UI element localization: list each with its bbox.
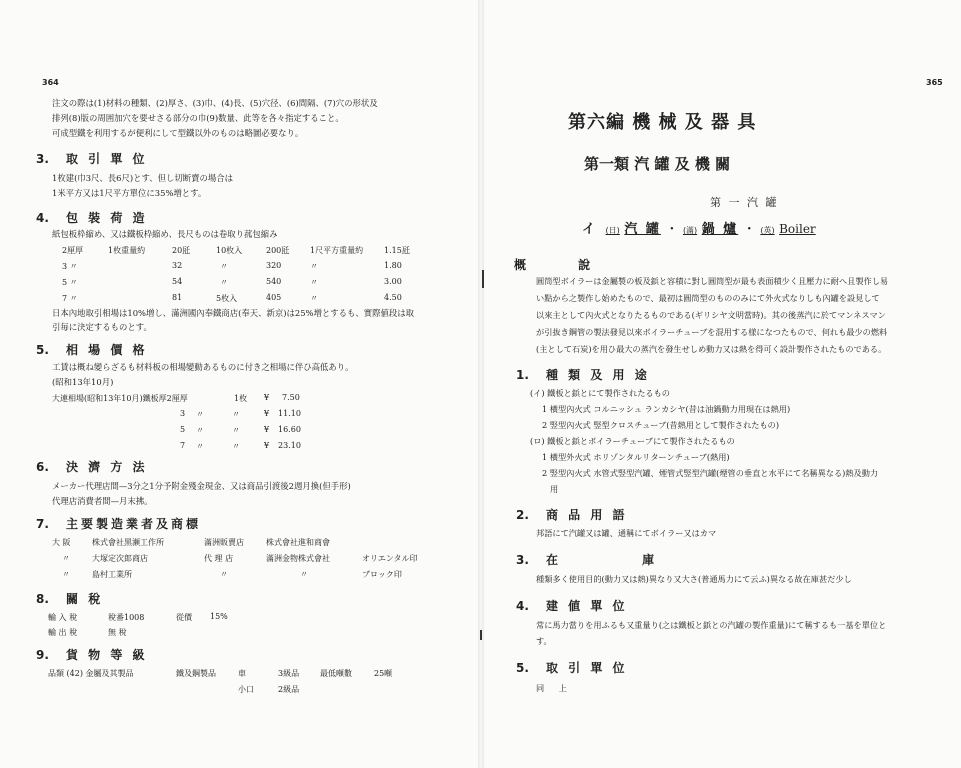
- table-cell: 品類 (42) 金屬及其製品: [48, 669, 134, 678]
- table-cell: 7.50: [282, 393, 300, 402]
- section-text: 1米平方又は1尺平方單位に35%増とす。: [52, 188, 207, 198]
- overview-line: (主として石炭)を用ひ最大の蒸汽を發生せしめ動力又は熱を得可く設計製作されたものである。: [536, 344, 887, 354]
- table-cell: 島村工業所: [92, 570, 132, 579]
- overview-line: 圓筒型ボイラーは金屬製の板及鋲と容積に對し圓筒型が最も表面積少く且壓力に耐へ且製作し易: [536, 276, 889, 286]
- table-cell: 32: [172, 261, 183, 270]
- section-heading-r3: 3. 在 庫: [516, 553, 695, 567]
- section-text: 種類多く使用目的(動力又は熱)異なり又大さ(普通馬力にて云ふ)異なる故在庫甚だ少し: [536, 574, 852, 584]
- table-cell: 車: [238, 669, 246, 678]
- section-text: 紙包板枠縮め、又は鐵板枠縮め、長尺ものは卷取り菰包縮み: [52, 229, 278, 239]
- section-heading-6: 6. 決 濟 方 法: [36, 460, 148, 474]
- table-cell: 3級品: [278, 669, 300, 678]
- table-cell: 〃: [62, 554, 70, 563]
- section-heading-9: 9. 貨 物 等 級: [36, 648, 148, 662]
- table-cell: 〃: [220, 262, 228, 271]
- table-cell: 81: [172, 293, 183, 302]
- section-note: 日本內地取引相場は10%増し、滿洲國內奉鐵商店(奉天、新京)は25%増とするも、實際値段は取: [52, 308, 415, 318]
- table-cell: 大塚定次郎商店: [92, 554, 148, 563]
- table-cell: 鐵及鋼製品: [176, 669, 216, 678]
- table-cell: オリエンタル印: [362, 554, 418, 563]
- table-cell: 7 〃: [62, 294, 78, 303]
- section-heading-5: 5. 相 場 價 格: [36, 343, 148, 357]
- section-heading-r4: 4. 建 値 單 位: [516, 599, 628, 613]
- section-text: 1枚建(巾3尺、長6尺)とす、但し切断賣の場合は: [52, 173, 233, 183]
- table-cell: 株式會社黑瀬工作所: [92, 538, 164, 547]
- table-cell: 〃: [310, 262, 318, 271]
- usage-line: 2 竪型內火式 水管式竪型汽罐、煙管式竪型汽罐(煙管の垂直と水平にて名稱異なる)熱及動力: [542, 468, 879, 478]
- subsection-title: 第 一 汽 罐: [710, 196, 779, 209]
- table-cell: 1尺平方重量約: [310, 246, 364, 255]
- table-cell: 從價: [176, 613, 192, 622]
- table-cell: 2厘厚: [62, 246, 84, 255]
- table-cell: 大 阪: [52, 538, 71, 547]
- table-cell: ¥: [264, 409, 270, 418]
- section-text: (昭和13年10月): [52, 377, 114, 387]
- term-cn: 鍋 爐: [701, 222, 739, 237]
- table-cell: ¥: [264, 441, 270, 450]
- table-cell: 大連相場(昭和13年10月)鐵板厚2厘厚: [52, 394, 188, 403]
- table-cell: 無 稅: [108, 628, 127, 637]
- usage-line: 2 竪型內火式 竪型クロスチューブ(昔熱用として製作されたもの): [542, 420, 780, 430]
- table-cell: 1.15瓩: [384, 246, 410, 255]
- table-cell: 16.60: [278, 425, 301, 434]
- overview-line: 以來主として內火式となりたるものである(ギリシヤ文明當時)。其の後蒸汽に於てマンネスマン: [536, 310, 886, 320]
- overview-heading: 概 說: [514, 258, 615, 272]
- section-heading-7: 7. 主要製造業者及商標: [36, 517, 202, 531]
- lang-tag-cn: (滿): [682, 226, 698, 235]
- table-cell: 輸 出 稅: [48, 628, 78, 637]
- left-page: [0, 0, 478, 768]
- section-text: メーカー代理店間—3分之1分予附金殘金現金、又は商品引渡後2週月換(但手形): [52, 481, 351, 491]
- section-heading-3: 3. 取 引 單 位: [36, 152, 148, 166]
- table-cell: 1枚: [234, 394, 248, 403]
- table-cell: 〃: [310, 278, 318, 287]
- table-cell: 15%: [210, 612, 228, 621]
- section-text: 邦語にて汽罐又は罐、通稱にてボイラー又はカマ: [536, 528, 717, 538]
- table-cell: 5: [180, 425, 186, 434]
- section-text: 代理店消費者間—月末拂。: [52, 496, 153, 506]
- usage-line: 1 橫型內火式 コルニッシュ ランカシヤ(昔は油鍋動力用現在は熱用): [542, 404, 791, 414]
- table-cell: 〃: [232, 442, 240, 451]
- table-cell: 〃: [300, 570, 308, 579]
- table-cell: 5 〃: [62, 278, 78, 287]
- item-number: イ: [582, 222, 596, 237]
- table-cell: 405: [266, 293, 282, 302]
- table-cell: 代 理 店: [204, 554, 234, 563]
- page-number: 364: [42, 78, 59, 87]
- table-cell: 3: [180, 409, 186, 418]
- part-title: 第六編 機 械 及 器 具: [568, 112, 757, 133]
- section-heading-8: 8. 關 稅: [36, 592, 104, 606]
- table-cell: ブロック印: [362, 570, 402, 579]
- table-cell: 〃: [232, 426, 240, 435]
- table-cell: 3.00: [384, 277, 402, 286]
- table-cell: 株式會社進和商會: [266, 538, 330, 547]
- table-cell: 滿洲販賣店: [204, 538, 244, 547]
- intro-line: 排列(8)版の周囲加穴を要せさる部分の巾(9)数量、此等を各々指定すること。: [52, 113, 344, 123]
- table-cell: 〃: [310, 294, 318, 303]
- table-cell: 2級品: [278, 685, 300, 694]
- section-text: す。: [536, 636, 552, 646]
- table-cell: 輸 入 稅: [48, 613, 78, 622]
- table-cell: ¥: [264, 393, 270, 402]
- table-cell: 〃: [196, 410, 204, 419]
- table-cell: 3 〃: [62, 262, 78, 271]
- table-cell: 5枚入: [216, 294, 238, 303]
- table-cell: 4.50: [384, 293, 402, 302]
- page-number: 365: [926, 78, 943, 87]
- section-text: 工賃は概ね變らざるも材料板の相場變動あるものに付き之相場に伴ひ高低あり。: [52, 362, 354, 372]
- separator: ・: [742, 222, 756, 237]
- table-cell: 320: [266, 261, 282, 270]
- table-cell: 200瓩: [266, 246, 290, 255]
- table-cell: 11.10: [278, 409, 301, 418]
- separator: ・: [665, 222, 679, 237]
- table-cell: ¥: [264, 425, 270, 434]
- table-cell: 最低噸數: [320, 669, 352, 678]
- table-cell: 23.10: [278, 441, 301, 450]
- section-text: 同 上: [536, 683, 573, 693]
- table-cell: 〃: [232, 410, 240, 419]
- table-cell: 54: [172, 277, 183, 286]
- lang-tag-en: (英): [760, 226, 775, 235]
- table-cell: 〃: [62, 570, 70, 579]
- table-cell: 540: [266, 277, 282, 286]
- intro-line: 可成型鐵を利用するが便利にして型鐵以外のものは略圖必要なり。: [52, 128, 304, 138]
- section-heading-r2: 2. 商 品 用 語: [516, 508, 628, 522]
- intro-line: 注文の際は(1)材料の種類、(2)厚さ、(3)巾、(4)長、(5)穴径、(6)間隔、(7)穴の形状及: [52, 98, 378, 108]
- overview-line: が引抜き鋼管の製法發見以來ボイラーチューブを混用する様になつたもので、何れも最少の燃料: [536, 327, 888, 337]
- table-cell: 〃: [220, 278, 228, 287]
- table-cell: 〃: [196, 426, 204, 435]
- table-cell: 〃: [196, 442, 204, 451]
- usage-line: (ロ) 鐵板と鋲とボイラーチューブにて製作されたるもの: [530, 436, 735, 446]
- right-page: [484, 0, 961, 768]
- term-jp: 汽 罐: [624, 222, 661, 237]
- section-text: 常に馬力當りを用ふるも又重量り(之は鐵板と鋲との汽罐の製作重量)にて稱するも一基を單位と: [536, 620, 887, 630]
- usage-line: 1 橫型外火式 ホリゾンタルリターンチューブ(熱用): [542, 452, 730, 462]
- table-cell: 7: [180, 441, 186, 450]
- scan-mark: [482, 270, 484, 288]
- item-title: [582, 218, 816, 237]
- section-heading-r5: 5. 取 引 單 位: [516, 661, 628, 675]
- table-cell: 〃: [220, 570, 228, 579]
- table-cell: 小口: [238, 685, 254, 694]
- usage-line: 用: [550, 484, 559, 494]
- table-cell: 稅番1008: [108, 613, 145, 622]
- overview-line: い點から之製作し始めたもので、最初は圓筒型のもののみにて外火式なりしも內罐を設見して: [536, 293, 880, 303]
- section-note: 引毎に決定するものとす。: [52, 322, 152, 332]
- section-heading-r1: 1. 種 類 及 用 途: [516, 368, 650, 382]
- table-cell: 20瓩: [172, 246, 191, 255]
- term-en: Boiler: [779, 222, 816, 236]
- table-cell: 25噸: [374, 669, 393, 678]
- table-cell: 1枚重量約: [108, 246, 146, 255]
- table-cell: 滿洲金物株式會社: [266, 554, 330, 563]
- lang-tag-jp: (日): [605, 226, 620, 235]
- table-cell: 10枚入: [216, 246, 243, 255]
- section-heading-4: 4. 包 裝 荷 造: [36, 211, 148, 225]
- usage-line: (イ) 鐵板と鋲とにて製作されたるもの: [530, 388, 670, 398]
- class-title: 第一類 汽 罐 及 機 關: [584, 155, 731, 173]
- scan-mark: [480, 630, 482, 640]
- table-cell: 1.80: [384, 261, 402, 270]
